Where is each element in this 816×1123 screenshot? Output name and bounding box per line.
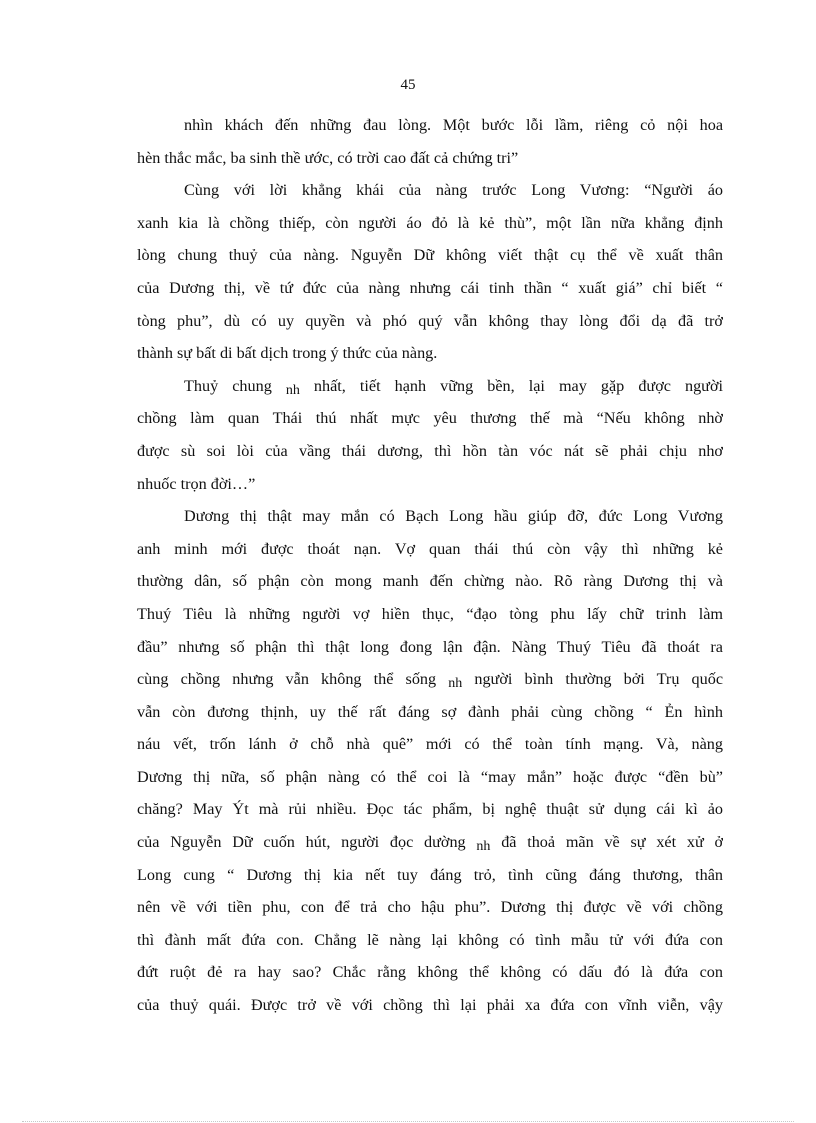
body-text bbox=[137, 109, 723, 1022]
text-line bbox=[137, 663, 723, 696]
line-text: lòng chung thuỷ của nàng. Nguyễn Dữ không viết thật cụ thể về xuất thân bbox=[137, 246, 723, 265]
inline-fragment: nh bbox=[448, 676, 463, 692]
line-text: náu vết, trốn lánh ở chỗ nhà quê” mới có thể toàn tính mạng. Và, nàng bbox=[137, 735, 723, 754]
line-text: được sù soi lòi của vầng thái dương, thì hồn tàn vóc nát sẽ phải chịu nhơ bbox=[137, 441, 723, 460]
text-line bbox=[137, 435, 723, 468]
line-text: của thuỷ quái. Được trở về với chồng thì lại phải xa đứa con vĩnh viễn, vậy bbox=[137, 996, 723, 1015]
line-text: Dương thị thật may mắn có Bạch Long hầu giúp đỡ, đức Long Vương bbox=[184, 507, 723, 526]
line-text: thành sự bất di bất dịch trong ý thức của nàng. bbox=[137, 344, 438, 363]
line-text-continued: nhất, tiết hạnh vững bền, lại may gặp được người bbox=[313, 376, 723, 395]
text-line bbox=[137, 598, 723, 631]
page-bottom-rule bbox=[22, 1121, 794, 1122]
line-text: đứt ruột đẻ ra hay sao? Chắc rằng không thể không có dấu đó là đứa con bbox=[137, 963, 723, 982]
line-text: cùng chồng nhưng vẫn không thể sống bbox=[137, 670, 437, 689]
text-line bbox=[137, 239, 723, 272]
text-line bbox=[137, 891, 723, 924]
text-line bbox=[137, 142, 723, 175]
text-line bbox=[137, 956, 723, 989]
line-text: chăng? May Ýt mà rủi nhiều. Đọc tác phẩm, bị nghệ thuật sử dụng cái kì ảo bbox=[137, 800, 723, 819]
text-line bbox=[137, 696, 723, 729]
line-text: Cùng với lời khẳng khái của nàng trước Long Vương: “Người áo bbox=[184, 181, 723, 200]
line-text: Thuỷ chung bbox=[184, 376, 272, 395]
line-text: của Dương thị, về tứ đức của nàng nhưng cái tinh thần “ xuất giá” chỉ biết “ bbox=[137, 278, 723, 297]
line-text: đầu” nhưng số phận thì thật long đong lận đận. Nàng Thuý Tiêu đã thoát ra bbox=[137, 637, 723, 656]
line-text-continued: đã thoả mãn về sự xét xử ở bbox=[501, 833, 723, 852]
text-line bbox=[137, 305, 723, 338]
line-text: anh minh mới được thoát nạn. Vợ quan thái thú còn vậy thì những kẻ bbox=[137, 539, 723, 558]
line-text: vẫn còn đương thịnh, uy thế rất đáng sợ đành phải cùng chồng “ Ẻn hình bbox=[137, 702, 723, 721]
text-line bbox=[137, 761, 723, 794]
text-line bbox=[137, 174, 723, 207]
text-line bbox=[137, 631, 723, 664]
text-line bbox=[137, 500, 723, 533]
line-text: thì đành mất đứa con. Chẳng lẽ nàng lại không có tình mẫu tử với đứa con bbox=[137, 930, 723, 949]
line-text: nhìn khách đến những đau lòng. Một bước lỗi lầm, riêng cỏ nội hoa bbox=[184, 116, 723, 134]
text-line bbox=[137, 272, 723, 305]
line-text: nên về với tiền phu, con để trả cho hậu phu”. Dương thị được về với chồng bbox=[137, 898, 723, 917]
text-line bbox=[137, 207, 723, 240]
line-text: Thuý Tiêu là những người vợ hiền thục, “đạo tòng phu lấy chữ trinh làm bbox=[137, 604, 723, 623]
text-line bbox=[137, 565, 723, 598]
text-line bbox=[137, 924, 723, 957]
text-line bbox=[137, 468, 723, 501]
line-text: của Nguyễn Dữ cuốn hút, người đọc dường bbox=[137, 833, 466, 852]
page-number: 45 bbox=[400, 77, 416, 93]
line-text: chồng làm quan Thái thú nhất mực yêu thương thế mà “Nếu không nhờ bbox=[137, 409, 723, 428]
line-text-continued: người bình thường bởi Trụ quốc bbox=[474, 670, 723, 689]
line-text: xanh kia là chồng thiếp, còn người áo đỏ là kẻ thù”, một lần nữa khẳng định bbox=[137, 213, 723, 232]
line-text: hèn thắc mắc, ba sinh thề ước, có trời cao đất cả chứng tri” bbox=[137, 148, 519, 167]
text-line bbox=[137, 793, 723, 826]
text-line bbox=[137, 402, 723, 435]
text-line bbox=[137, 826, 723, 859]
text-line bbox=[137, 337, 723, 370]
text-line bbox=[137, 370, 723, 403]
text-line bbox=[137, 109, 723, 142]
text-line bbox=[137, 859, 723, 892]
text-line bbox=[137, 533, 723, 566]
inline-fragment: nh bbox=[285, 382, 300, 398]
inline-fragment: nh bbox=[476, 839, 491, 855]
line-text: thường dân, số phận còn mong manh đến chừng nào. Rõ ràng Dương thị và bbox=[137, 572, 723, 591]
line-text: Dương thị nữa, số phận nàng có thể coi là “may mắn” hoặc được “đền bù” bbox=[137, 767, 723, 786]
text-line bbox=[137, 989, 723, 1022]
text-line bbox=[137, 728, 723, 761]
line-text: nhuốc trọn đời…” bbox=[137, 474, 256, 493]
line-text: Long cung “ Dương thị kia nết tuy đáng trỏ, tình cũng đáng thương, thân bbox=[137, 865, 723, 884]
line-text: tòng phu”, dù có uy quyền và phó quý vẫn không thay lòng đổi dạ đã trở bbox=[137, 311, 723, 330]
